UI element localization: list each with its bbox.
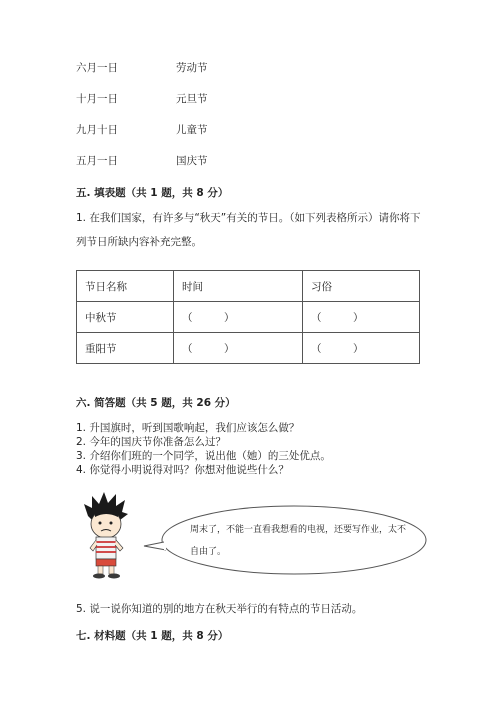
festival-table [76, 270, 420, 364]
section5-q1-line1: 1. 在我们国家，有许多与“秋天”有关的节日。（如下列表格所示）请你将下 [76, 212, 421, 224]
section6-q3: 3. 介绍你们班的一个同学，说出他（她）的三处优点。 [76, 450, 331, 462]
match-right-4: 国庆节 [176, 155, 208, 167]
section6-q1: 1. 升国旗时，听到国歌响起，我们应该怎么做？ [76, 422, 300, 434]
boy-illustration [76, 490, 136, 580]
section6-heading: 六. 简答题（共 5 题，共 26 分） [76, 397, 236, 409]
table-header: 节日名称 [77, 271, 174, 302]
speech-text-line-2: 自由了。 [190, 547, 227, 557]
table-cell: 重阳节 [77, 333, 174, 364]
section6-q5: 5. 说一说你知道的别的地方在秋天举行的有特点的节日活动。 [76, 603, 363, 615]
match-right-1: 劳动节 [176, 62, 208, 74]
section7-heading: 七. 材料题（共 1 题，共 8 分） [76, 630, 229, 642]
match-left-4: 五月一日 [76, 155, 118, 167]
match-left-2: 十月一日 [76, 93, 118, 105]
table-cell-blank[interactable]: （ ） [303, 302, 420, 333]
table-cell-blank[interactable]: （ ） [174, 333, 303, 364]
table-row [77, 333, 420, 364]
section6-q4: 4. 你觉得小明说得对吗？你想对他说些什么？ [76, 464, 289, 476]
table-header: 习俗 [303, 271, 420, 302]
table-header: 时间 [174, 271, 303, 302]
table-cell: 中秋节 [77, 302, 174, 333]
table-cell-blank[interactable]: （ ） [174, 302, 303, 333]
match-right-2: 元旦节 [176, 93, 208, 105]
table-cell-blank[interactable]: （ ） [303, 333, 420, 364]
match-left-3: 九月十日 [76, 124, 118, 136]
match-left-1: 六月一日 [76, 62, 118, 74]
speech-text [190, 519, 420, 563]
section5-heading: 五. 填表题（共 1 题，共 8 分） [76, 187, 229, 199]
speech-text-line-1: 周末了，不能一直看我想看的电视，还要写作业，太不 [190, 525, 407, 535]
table-header-row [77, 271, 420, 302]
section6-q2: 2. 今年的国庆节你准备怎么过？ [76, 436, 226, 448]
section5-q1-line2: 列节日所缺内容补充完整。 [76, 236, 202, 248]
table-row [77, 302, 420, 333]
match-right-3: 儿童节 [176, 124, 208, 136]
